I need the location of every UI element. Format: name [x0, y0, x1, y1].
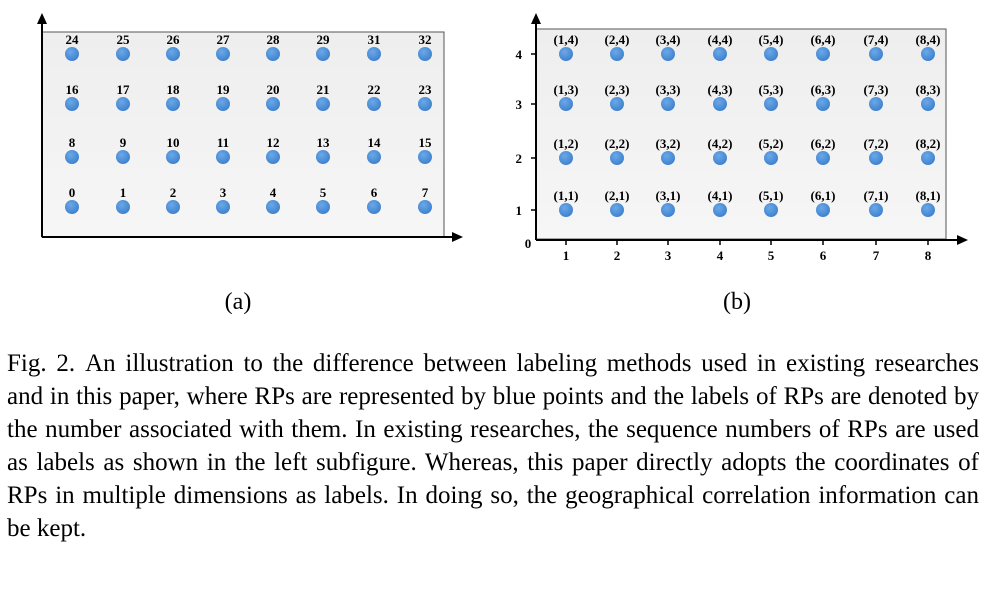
x-tick-label: 5: [767, 248, 775, 263]
rp-point-b: [559, 203, 573, 217]
rp-coordinate-label: (1,3): [553, 82, 579, 97]
rp-coordinate-label: (2,3): [604, 82, 630, 97]
rp-label-a: 10: [166, 135, 180, 150]
rp-point-a: [367, 97, 381, 111]
x-tick-label: 7: [872, 248, 880, 263]
rp-label-a: 9: [119, 135, 127, 150]
rp-coordinate-label: (5,1): [758, 188, 784, 203]
rp-point-b: [921, 203, 935, 217]
rp-point-b: [816, 151, 830, 165]
rp-label-a: 29: [316, 32, 330, 47]
rp-coordinate-label: (1,2): [553, 136, 579, 151]
y-tick-label: 4: [515, 47, 522, 62]
rp-label-a: 3: [219, 185, 227, 200]
rp-coordinate-label: (5,3): [758, 82, 784, 97]
rp-point-b: [764, 151, 778, 165]
rp-point-a: [166, 97, 180, 111]
rp-coordinate-label: (8,3): [915, 82, 941, 97]
rp-label-a: 15: [418, 135, 432, 150]
rp-point-b: [559, 47, 573, 61]
rp-label-a: 12: [266, 135, 280, 150]
rp-coordinate-label: (7,3): [863, 82, 889, 97]
rp-label-a: 1: [119, 185, 127, 200]
rp-point-b: [610, 151, 624, 165]
y-axis-arrow-a: [37, 13, 47, 24]
y-tick-label: 1: [515, 203, 522, 218]
rp-coordinate-label: (6,3): [810, 82, 836, 97]
figure-caption: [7, 347, 979, 545]
rp-coordinate-label: (4,3): [707, 82, 733, 97]
x-tick-label: 6: [819, 248, 827, 263]
rp-point-b: [764, 203, 778, 217]
rp-label-a: 8: [68, 135, 76, 150]
rp-coordinate-label: (3,1): [655, 188, 681, 203]
rp-coordinate-label: (6,4): [810, 32, 836, 47]
rp-coordinate-label: (4,2): [707, 136, 733, 151]
x-tick-label: 2: [613, 248, 621, 263]
rp-coordinate-label: (4,1): [707, 188, 733, 203]
rp-point-a: [116, 47, 130, 61]
rp-point-a: [418, 150, 432, 164]
rp-point-b: [816, 47, 830, 61]
rp-point-a: [367, 200, 381, 214]
rp-label-a: 4: [269, 185, 277, 200]
rp-coordinate-label: (7,2): [863, 136, 889, 151]
rp-point-a: [316, 200, 330, 214]
rp-point-a: [166, 200, 180, 214]
rp-point-b: [713, 97, 727, 111]
rp-label-a: 32: [418, 32, 432, 47]
rp-point-a: [216, 200, 230, 214]
rp-point-a: [166, 150, 180, 164]
rp-point-b: [816, 97, 830, 111]
rp-point-b: [661, 47, 675, 61]
rp-label-a: 5: [319, 185, 327, 200]
rp-point-b: [610, 47, 624, 61]
rp-point-b: [869, 151, 883, 165]
rp-point-a: [166, 47, 180, 61]
y-axis-arrow-b: [531, 13, 541, 24]
rp-label-a: 19: [216, 82, 230, 97]
subfigure-a: [37, 13, 463, 315]
rp-coordinate-label: (3,2): [655, 136, 681, 151]
x-axis-arrow-a: [452, 232, 463, 242]
rp-point-b: [764, 47, 778, 61]
rp-point-a: [116, 200, 130, 214]
rp-point-a: [65, 200, 79, 214]
rp-point-a: [216, 150, 230, 164]
rp-coordinate-label: (5,4): [758, 32, 784, 47]
subfigure-b-caption: (b): [723, 289, 751, 315]
rp-point-b: [559, 151, 573, 165]
rp-coordinate-label: (2,2): [604, 136, 630, 151]
rp-point-a: [65, 47, 79, 61]
rp-label-a: 13: [316, 135, 330, 150]
y-tick-label: 3: [515, 97, 522, 112]
x-tick-label: 8: [924, 248, 932, 263]
rp-label-a: 2: [169, 185, 177, 200]
rp-coordinate-label: (5,2): [758, 136, 784, 151]
rp-label-a: 17: [116, 82, 130, 97]
rp-coordinate-label: (7,1): [863, 188, 889, 203]
x-tick-label: 3: [664, 248, 672, 263]
rp-point-a: [266, 97, 280, 111]
rp-label-a: 18: [166, 82, 180, 97]
rp-coordinate-label: (3,3): [655, 82, 681, 97]
rp-label-a: 20: [266, 82, 280, 97]
rp-point-b: [869, 47, 883, 61]
rp-point-a: [116, 97, 130, 111]
rp-coordinate-label: (3,4): [655, 32, 681, 47]
rp-point-a: [266, 47, 280, 61]
rp-coordinate-label: (2,4): [604, 32, 630, 47]
rp-label-a: 14: [367, 135, 381, 150]
rp-coordinate-label: (7,4): [863, 32, 889, 47]
rp-point-b: [610, 97, 624, 111]
rp-point-a: [367, 150, 381, 164]
rp-point-b: [661, 203, 675, 217]
rp-point-a: [65, 150, 79, 164]
rp-point-a: [316, 150, 330, 164]
figure-caption-text: An illustration to the difference between labeling methods used in existing researches and in this paper, where RPs are represented by blue points and the labels of RPs are denoted by the number associated with them. In existing researches, the sequence numbers of RPs are used as labels as shown in the left subfigure. Whereas, this paper directly adopts the coordinates of RPs in multiple dimensions as labels. In doing so, the geographical correlation information can be kept.: [7, 350, 979, 542]
rp-point-b: [869, 97, 883, 111]
rp-label-a: 31: [367, 32, 381, 47]
rp-point-b: [713, 203, 727, 217]
rp-coordinate-label: (8,2): [915, 136, 941, 151]
rp-label-a: 11: [216, 135, 230, 150]
rp-label-a: 27: [216, 32, 230, 47]
panel-a-background: [42, 32, 444, 237]
rp-coordinate-label: (4,4): [707, 32, 733, 47]
origin-label: 0: [524, 236, 532, 251]
rp-coordinate-label: (2,1): [604, 188, 630, 203]
rp-label-a: 22: [367, 82, 381, 97]
rp-point-a: [266, 150, 280, 164]
rp-point-b: [921, 151, 935, 165]
rp-point-b: [559, 97, 573, 111]
rp-coordinate-label: (8,4): [915, 32, 941, 47]
x-tick-label: 4: [716, 248, 724, 263]
rp-label-a: 28: [266, 32, 280, 47]
rp-point-a: [116, 150, 130, 164]
rp-label-a: 6: [370, 185, 378, 200]
rp-point-b: [610, 203, 624, 217]
rp-label-a: 7: [421, 185, 429, 200]
x-axis-arrow-b: [957, 235, 968, 245]
rp-label-a: 21: [316, 82, 330, 97]
y-tick-label: 2: [515, 151, 522, 166]
rp-coordinate-label: (6,2): [810, 136, 836, 151]
rp-point-b: [764, 97, 778, 111]
rp-point-a: [316, 97, 330, 111]
rp-coordinate-label: (1,1): [553, 188, 579, 203]
rp-point-b: [869, 203, 883, 217]
subfigure-a-caption: (a): [224, 289, 252, 315]
rp-coordinate-label: (6,1): [810, 188, 836, 203]
rp-point-b: [713, 151, 727, 165]
rp-point-b: [661, 97, 675, 111]
rp-coordinate-label: (8,1): [915, 188, 941, 203]
rp-label-a: 16: [65, 82, 79, 97]
rp-point-b: [921, 47, 935, 61]
subfigure-b: [516, 13, 969, 315]
rp-point-a: [367, 47, 381, 61]
rp-label-a: 24: [65, 32, 79, 47]
rp-point-a: [316, 47, 330, 61]
rp-point-b: [713, 47, 727, 61]
panel-b-background: [536, 29, 946, 239]
rp-point-a: [418, 200, 432, 214]
rp-point-b: [921, 97, 935, 111]
rp-coordinate-label: (1,4): [553, 32, 579, 47]
rp-point-a: [418, 97, 432, 111]
rp-point-b: [816, 203, 830, 217]
x-tick-label: 1: [562, 248, 570, 263]
rp-label-a: 23: [418, 82, 432, 97]
rp-point-a: [216, 97, 230, 111]
rp-point-a: [266, 200, 280, 214]
rp-point-a: [65, 97, 79, 111]
rp-point-b: [661, 151, 675, 165]
rp-point-a: [418, 47, 432, 61]
rp-point-a: [216, 47, 230, 61]
rp-label-a: 26: [166, 32, 180, 47]
rp-label-a: 25: [116, 32, 130, 47]
rp-label-a: 0: [68, 185, 76, 200]
figure-caption-label: Fig. 2.: [7, 350, 76, 377]
